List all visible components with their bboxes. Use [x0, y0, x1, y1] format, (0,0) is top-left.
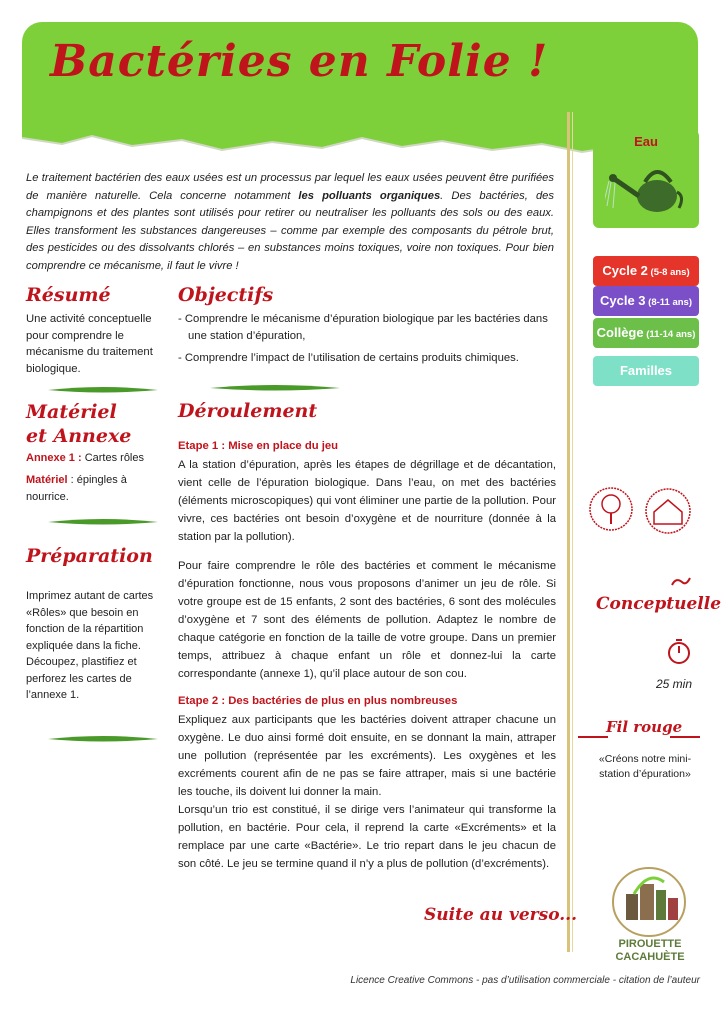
cycle-badge: Familles: [593, 356, 699, 386]
leaf-divider-icon: [48, 735, 158, 743]
fil-rouge-line-right: [670, 736, 700, 738]
activity-type: Conceptuelle: [596, 594, 722, 614]
leaf-divider-icon: [48, 518, 158, 526]
logo-text: PIROUETTE CACAHUÈTE: [615, 938, 685, 963]
materiel-list: Matériel : épingles à nourrice.: [26, 474, 127, 503]
pirouette-cacahuete-logo-icon: [604, 858, 698, 938]
step1-text: A la station d’épuration, après les étapes de dégrillage et de décantation, vient celle de l’épuration biologique. Dans l’eau, on met des bactéries (éléments microscopiques) qui vont éliminer une partie de la pollution. Pour vivre, ces bactéries ont besoin d’oxygène et de nourriture (donnée à la station par la pollution).: [178, 459, 556, 543]
intro-bold: les polluants organiques: [298, 189, 441, 202]
resume-text: Une activité conceptuelle pour comprendre le mécanisme du traitement biologique.: [26, 313, 153, 375]
cycle-badge: Collège (11-14 ans): [593, 318, 699, 348]
leaf-divider-icon: [48, 386, 158, 394]
spiral-icon: [670, 575, 692, 589]
duration: 25 min: [656, 677, 693, 691]
objectifs-list: [178, 311, 558, 373]
materiel-annexe: Annexe 1 : Cartes rôles: [26, 452, 144, 464]
materiel-heading: Matériel et Annexe: [26, 401, 132, 447]
vertical-divider-highlight: [572, 112, 573, 952]
fil-rouge-line-left: [578, 736, 608, 738]
resume-heading: Résumé: [26, 284, 111, 306]
preparation-text: Imprimez autant de cartes «Rôles» que besoin en fonction de la répartition expliquée dans la fiche. Découpez, plastifiez et perforez les cartes de l’annexe 1.: [26, 590, 154, 701]
preparation-heading: Préparation: [26, 545, 153, 567]
step2-title: Etape 2 : Des bactéries de plus en plus nombreuses: [178, 695, 458, 707]
suite-verso: Suite au verso...: [424, 905, 577, 925]
page-title: Bactéries en Folie !: [50, 36, 549, 87]
objectif-item: - Comprendre le mécanisme d’épuration biologique par les bactéries dans une station d’épuration,: [178, 313, 548, 342]
step2-text-continued: Lorsqu’un trio est constitué, il se dirige vers l’animateur qui transforme la pollution, en bactérie. Pour cela, il reprend la carte «Excréments» et la remplace par une carte «Bactérie». Le trio repart dans le jeu chacun de son côté. Le jeu se termine quand il n’y a plus de pollution (d’excréments).: [178, 804, 556, 870]
step1-title: Etape 1 : Mise en place du jeu: [178, 440, 339, 452]
step2-text: Expliquez aux participants que les bactéries doivent attraper chacune un oxygène. Le duo ainsi formé doit ensuite, en se donnant la main, attraper une pollution (représentée par les excréments). Les oxygènes et les excréments courent afin de ne pas se faire attraper, mais si une bactérie les touche, ils doivent lui donner la main.: [178, 714, 556, 798]
deroulement-heading: Déroulement: [178, 400, 318, 422]
objectif-item: - Comprendre l’impact de l’utilisation de certains produits chimiques.: [178, 352, 519, 364]
cycle-badge: Cycle 2 (5-8 ans): [593, 256, 699, 286]
leaf-divider-icon: [210, 384, 340, 392]
theme-label: Eau: [634, 134, 658, 149]
theme-box: [593, 130, 699, 228]
intro-paragraph: Le traitement bactérien des eaux usées est un processus par lequel les eaux usées peuvent être purifiées de manière naturelle. Cela concerne notamment les polluants organiques. Des bactéries, des champignons et des plantes sont utilisés pour retirer ou neutraliser les polluants des sols ou des eaux. Elles transforment les substances dangereuses – comme par exemple des composants du pétrole brut, des pesticides ou des dissolvants chlorés – en substances moins toxiques, voire non toxiques. Pour bien comprendre ce mécanisme, il faut le vivre !: [26, 172, 554, 272]
deroulement-paragraph: Pour faire comprendre le rôle des bactéries et comment le mécanisme d’épuration fonctionne, nous vous proposons d’animer un jeu de rôle. Si votre groupe est de 15 enfants, 2 sont des bactéries, 6 sont des molécules d’oxygène et 7 sont des éléments de pollution. Adaptez le nombre de chaque catégorie en fonction de la taille de votre groupe. Dans un premier temps, attribuez à chaque enfant un rôle et donnez-lui la carte correspondante (annexe 1), qu’il place autour de son cou.: [178, 560, 556, 680]
vertical-divider: [567, 112, 570, 952]
outdoor-tree-icon: [586, 484, 636, 534]
fil-rouge-title: Fil rouge: [606, 718, 683, 736]
watering-can-icon: [605, 156, 691, 222]
fil-rouge-text: «Créons notre mini-station d’épuration»: [598, 753, 692, 780]
stopwatch-icon: [666, 636, 692, 666]
objectifs-heading: Objectifs: [178, 284, 274, 306]
license-footer: Licence Creative Commons - pas d’utilisation commerciale - citation de l’auteur: [350, 975, 700, 986]
indoor-house-icon: [640, 486, 696, 536]
cycle-badge: Cycle 3 (8-11 ans): [593, 286, 699, 316]
